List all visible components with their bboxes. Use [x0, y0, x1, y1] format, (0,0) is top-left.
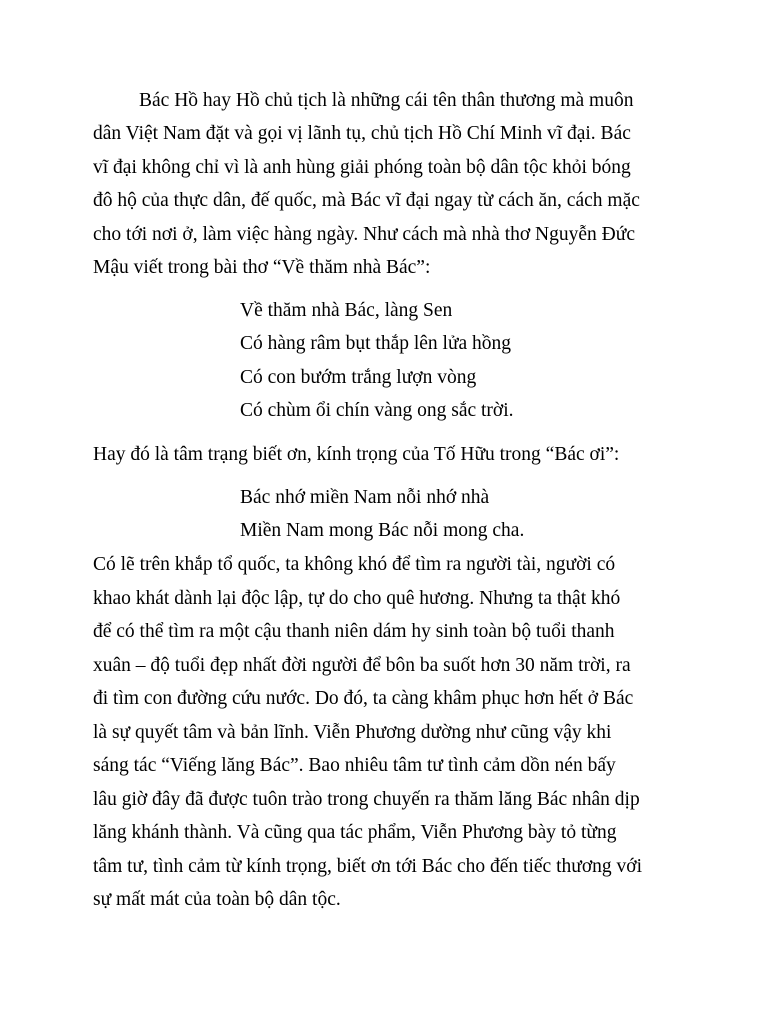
poem-line: Có hàng râm bụt thắp lên lửa hồng: [240, 333, 512, 354]
text-line: vĩ đại không chỉ vì là anh hùng giải phóng toàn bộ dân tộc khỏi bóng: [93, 157, 631, 178]
text-line: Có lẽ trên khắp tổ quốc, ta không khó để tìm ra người tài, người có: [93, 554, 616, 575]
text-line: đi tìm con đường cứu nước. Do đó, ta càng khâm phục hơn hết ở Bác: [93, 688, 634, 709]
text-line: đô hộ của thực dân, đế quốc, mà Bác vĩ đại ngay từ cách ăn, cách mặc: [93, 190, 640, 211]
poem-line: Có con bướm trắng lượn vòng: [240, 367, 477, 388]
poem-line: Về thăm nhà Bác, làng Sen: [240, 300, 453, 321]
text-line: khao khát dành lại độc lập, tự do cho quê hương. Nhưng ta thật khó: [93, 588, 621, 609]
text-line: sáng tác “Viếng lăng Bác”. Bao nhiêu tâm tư tình cảm dồn nén bấy: [93, 755, 616, 776]
poem-line: Bác nhớ miền Nam nỗi nhớ nhà: [240, 487, 490, 508]
text-line: cho tới nơi ở, làm việc hàng ngày. Như cách mà nhà thơ Nguyễn Đức: [93, 224, 635, 245]
text-line: lâu giờ đây đã được tuôn trào trong chuyến ra thăm lăng Bác nhân dịp: [93, 789, 640, 810]
text-line: xuân – độ tuổi đẹp nhất đời người để bôn ba suốt hơn 30 năm trời, ra: [93, 655, 631, 676]
text-line: là sự quyết tâm và bản lĩnh. Viễn Phương dường như cũng vậy khi: [93, 722, 612, 743]
text-line: sự mất mát của toàn bộ dân tộc.: [93, 889, 341, 910]
text-line: Bác Hồ hay Hồ chủ tịch là những cái tên thân thương mà muôn: [139, 90, 634, 111]
text-line: Hay đó là tâm trạng biết ơn, kính trọng của Tố Hữu trong “Bác ơi”:: [93, 444, 620, 465]
text-line: Mậu viết trong bài thơ “Về thăm nhà Bác”:: [93, 257, 431, 278]
text-line: tâm tư, tình cảm từ kính trọng, biết ơn tới Bác cho đến tiếc thương với: [93, 856, 642, 877]
text-line: lăng khánh thành. Và cũng qua tác phẩm, Viễn Phương bày tỏ từng: [93, 822, 617, 843]
poem-line: Có chùm ổi chín vàng ong sắc trời.: [240, 400, 514, 421]
text-line: dân Việt Nam đặt và gọi vị lãnh tụ, chủ tịch Hồ Chí Minh vĩ đại. Bác: [93, 123, 631, 144]
text-line: để có thể tìm ra một cậu thanh niên dám hy sinh toàn bộ tuổi thanh: [93, 621, 615, 642]
poem-line: Miền Nam mong Bác nỗi mong cha.: [240, 520, 525, 541]
